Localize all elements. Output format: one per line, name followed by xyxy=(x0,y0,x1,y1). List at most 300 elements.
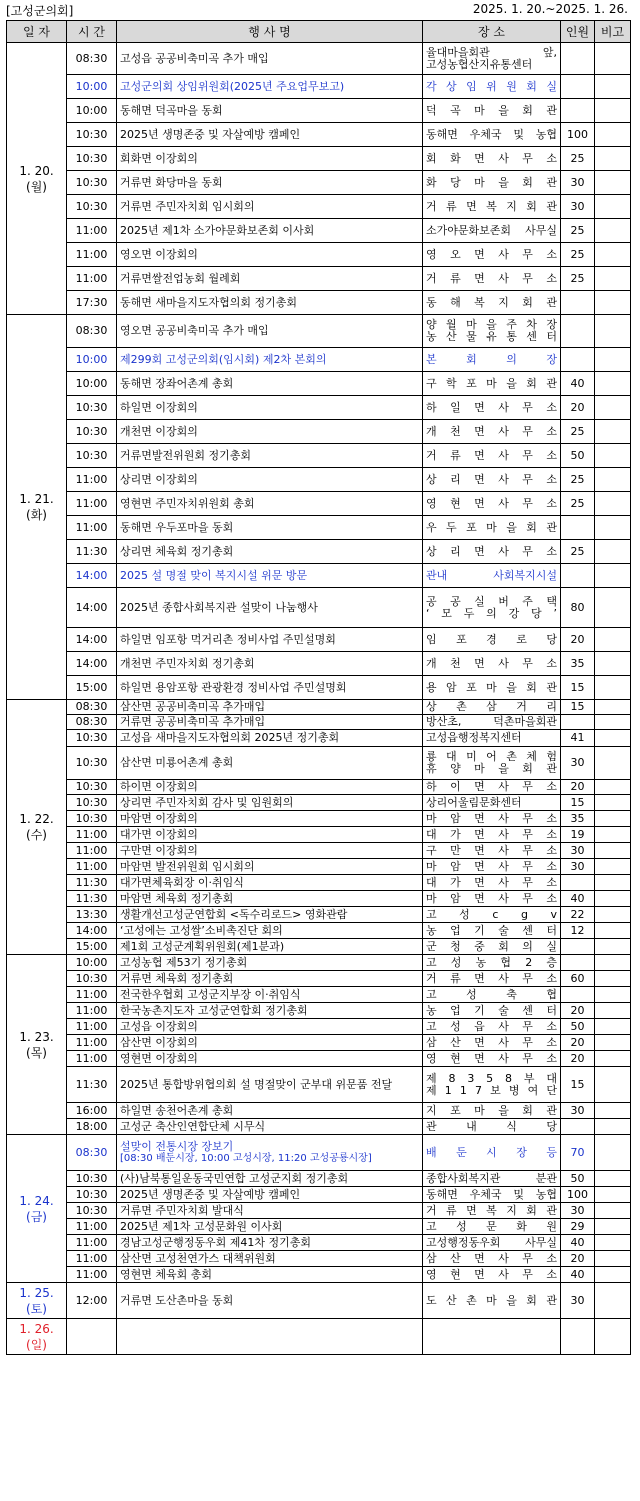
place-cell xyxy=(423,1019,561,1035)
event-cell xyxy=(117,700,423,715)
event-cell xyxy=(117,219,423,243)
time-cell: 12:00 xyxy=(67,1283,117,1319)
table-row xyxy=(7,516,631,540)
table-row xyxy=(7,147,631,171)
weekday-text: (수) xyxy=(26,828,47,842)
note-cell xyxy=(595,843,631,859)
note-cell xyxy=(595,971,631,987)
table-row xyxy=(7,219,631,243)
time-cell: 10:30 xyxy=(67,1187,117,1203)
event-name: 2025년 생명존중 및 자살예방 캠페인 xyxy=(120,1187,301,1201)
place-cell xyxy=(423,827,561,843)
time-cell: 11:00 xyxy=(67,267,117,291)
note-cell xyxy=(595,492,631,516)
place-text: 대 가 면 사 무 소 xyxy=(426,875,557,889)
place-cell xyxy=(423,1251,561,1267)
event-cell xyxy=(117,1203,423,1219)
note-cell xyxy=(595,1067,631,1103)
time-cell: 15:00 xyxy=(67,939,117,955)
time-cell: 11:00 xyxy=(67,843,117,859)
time-cell: 11:00 xyxy=(67,516,117,540)
place-cell xyxy=(423,747,561,780)
time-cell xyxy=(67,1319,117,1355)
place-cell xyxy=(423,1171,561,1187)
count-cell xyxy=(561,564,595,588)
event-name: 거류면 주민자치회 임시회의 xyxy=(120,199,255,213)
table-row xyxy=(7,1267,631,1283)
count-cell: 40 xyxy=(561,891,595,907)
event-cell xyxy=(117,730,423,747)
note-cell xyxy=(595,267,631,291)
table-row xyxy=(7,891,631,907)
place-text: 삼 산 면 사 무 소 xyxy=(426,1251,557,1265)
table-row xyxy=(7,540,631,564)
event-cell xyxy=(117,99,423,123)
place-cell xyxy=(423,875,561,891)
place-text: 임 포 경 로 당 xyxy=(426,632,557,646)
place-cell xyxy=(423,811,561,827)
place-cell xyxy=(423,795,561,811)
event-name: 마암면 이장회의 xyxy=(120,811,198,825)
weekday-text: (일) xyxy=(26,1337,47,1352)
time-cell: 11:00 xyxy=(67,1219,117,1235)
event-name: 동해면 새마을지도자협의회 정기총회 xyxy=(120,295,298,309)
place-text: 소가야문화보존회 사무실 xyxy=(426,223,557,237)
time-cell: 10:00 xyxy=(67,75,117,99)
count-cell: 30 xyxy=(561,859,595,875)
table-row xyxy=(7,1203,631,1219)
event-name: 제299회 고성군의회(임시회) 제2차 본회의 xyxy=(120,352,327,366)
event-cell xyxy=(117,652,423,676)
time-cell: 11:00 xyxy=(67,1267,117,1283)
note-cell xyxy=(595,243,631,267)
time-cell: 10:30 xyxy=(67,420,117,444)
count-cell xyxy=(561,715,595,730)
event-name: 구만면 이장회의 xyxy=(120,843,198,857)
time-cell: 10:30 xyxy=(67,123,117,147)
place-cell xyxy=(423,492,561,516)
time-cell: 10:30 xyxy=(67,1171,117,1187)
place-text: 종합사회복지관 분관 xyxy=(426,1171,557,1185)
note-cell xyxy=(595,99,631,123)
place-text: 관 내 식 당 xyxy=(426,1119,557,1133)
event-cell xyxy=(117,628,423,652)
note-cell xyxy=(595,780,631,795)
time-cell: 10:30 xyxy=(67,730,117,747)
table-row xyxy=(7,75,631,99)
time-cell: 11:00 xyxy=(67,1019,117,1035)
event-cell xyxy=(117,955,423,971)
event-name: 하일면 임포항 먹거리촌 정비사업 주민설명회 xyxy=(120,632,336,646)
count-cell: 20 xyxy=(561,780,595,795)
event-cell xyxy=(117,1219,423,1235)
event-name: 고성군 축산인연합단체 시무식 xyxy=(120,1119,266,1133)
place-cell xyxy=(423,99,561,123)
time-cell: 10:00 xyxy=(67,99,117,123)
count-cell: 22 xyxy=(561,907,595,923)
event-name: 영현면 이장회의 xyxy=(120,1051,198,1065)
place-text: 영 현 면 사 무 소 xyxy=(426,1051,557,1065)
event-name: 영오면 공공비축미곡 추가 매입 xyxy=(120,324,269,337)
count-cell xyxy=(561,987,595,1003)
event-cell xyxy=(117,1003,423,1019)
time-cell: 14:00 xyxy=(67,628,117,652)
place-text: 고 성 문 화 원 xyxy=(426,1219,557,1233)
place-text: 마 암 면 사 무 소 xyxy=(426,891,557,905)
table-row xyxy=(7,315,631,348)
table-row xyxy=(7,907,631,923)
count-cell: 40 xyxy=(561,372,595,396)
date-cell xyxy=(7,1283,67,1319)
event-name: 고성군의회 상임위원회(2025년 주요업무보고) xyxy=(120,79,345,93)
weekday-text: (목) xyxy=(26,1045,47,1060)
count-cell xyxy=(561,99,595,123)
time-cell: 08:30 xyxy=(67,315,117,348)
weekday-text: (월) xyxy=(26,179,47,194)
place-cell xyxy=(423,219,561,243)
note-cell xyxy=(595,1203,631,1219)
place-cell xyxy=(423,291,561,315)
event-name: 거류면 도산촌마을 동회 xyxy=(120,1293,234,1307)
place-cell xyxy=(423,564,561,588)
place-cell xyxy=(423,348,561,372)
event-cell xyxy=(117,1283,423,1319)
place-text: 하 이 면 사 무 소 xyxy=(426,780,557,793)
table-row xyxy=(7,676,631,700)
table-row xyxy=(7,444,631,468)
note-cell xyxy=(595,348,631,372)
place-cell xyxy=(423,540,561,564)
count-cell: 25 xyxy=(561,420,595,444)
event-cell xyxy=(117,43,423,75)
count-cell xyxy=(561,939,595,955)
time-cell: 11:00 xyxy=(67,468,117,492)
time-cell: 10:30 xyxy=(67,396,117,420)
place-text: 농 업 기 술 센 터 xyxy=(426,923,557,937)
place-text: 휴 양 마 을 회 관 xyxy=(426,762,557,775)
time-cell: 11:00 xyxy=(67,1235,117,1251)
date-cell xyxy=(7,1135,67,1283)
note-cell xyxy=(595,171,631,195)
place-cell xyxy=(423,971,561,987)
time-cell: 08:30 xyxy=(67,715,117,730)
count-cell: 25 xyxy=(561,147,595,171)
count-cell: 20 xyxy=(561,1003,595,1019)
place-text: 구 만 면 사 무 소 xyxy=(426,843,557,857)
event-cell xyxy=(117,1171,423,1187)
table-row xyxy=(7,811,631,827)
place-cell xyxy=(423,730,561,747)
table-row xyxy=(7,923,631,939)
note-cell xyxy=(595,516,631,540)
note-cell xyxy=(595,676,631,700)
place-text: 배 둔 시 장 등 xyxy=(426,1145,557,1159)
table-row xyxy=(7,955,631,971)
count-cell: 25 xyxy=(561,540,595,564)
place-cell xyxy=(423,1003,561,1019)
table-row xyxy=(7,1067,631,1103)
place-text: 영 현 면 사 무 소 xyxy=(426,1267,557,1281)
time-cell: 11:30 xyxy=(67,540,117,564)
date-cell xyxy=(7,315,67,700)
event-cell xyxy=(117,468,423,492)
place-text: 마 암 면 사 무 소 xyxy=(426,859,557,873)
time-cell: 11:00 xyxy=(67,492,117,516)
place-text: 고성읍행정복지센터 xyxy=(426,731,522,744)
count-cell: 15 xyxy=(561,795,595,811)
place-cell xyxy=(423,1103,561,1119)
event-name: 전국한우협회 고성군지부장 이·취임식 xyxy=(120,987,301,1001)
place-cell xyxy=(423,628,561,652)
note-cell xyxy=(595,291,631,315)
weekday-text: (토) xyxy=(26,1301,47,1316)
place-text: 고 성 축 협 xyxy=(426,987,557,1001)
table-row xyxy=(7,1051,631,1067)
time-cell: 11:00 xyxy=(67,1003,117,1019)
table-row xyxy=(7,195,631,219)
place-cell xyxy=(423,955,561,971)
table-row xyxy=(7,747,631,780)
note-cell xyxy=(595,1103,631,1119)
note-cell xyxy=(595,315,631,348)
place-cell xyxy=(423,396,561,420)
event-name: 상리면 체육회 정기총회 xyxy=(120,544,234,558)
event-cell xyxy=(117,971,423,987)
table-row xyxy=(7,1103,631,1119)
note-cell xyxy=(595,987,631,1003)
place-text: 동해면 우체국 및 농협 xyxy=(426,127,557,141)
table-row xyxy=(7,291,631,315)
header-row xyxy=(7,21,631,43)
place-cell xyxy=(423,1067,561,1103)
table-row xyxy=(7,1035,631,1051)
event-cell xyxy=(117,396,423,420)
time-cell: 08:30 xyxy=(67,43,117,75)
event-name: 동해면 우두포마을 동회 xyxy=(120,520,234,534)
table-row xyxy=(7,971,631,987)
count-cell: 15 xyxy=(561,1067,595,1103)
table-row xyxy=(7,1171,631,1187)
event-cell xyxy=(117,715,423,730)
count-cell xyxy=(561,43,595,75)
note-cell xyxy=(595,730,631,747)
event-cell xyxy=(117,843,423,859)
doc-header xyxy=(0,0,640,20)
place-cell xyxy=(423,468,561,492)
place-cell xyxy=(423,588,561,628)
count-cell: 30 xyxy=(561,1283,595,1319)
place-cell xyxy=(423,1119,561,1135)
col-place: 장 소 xyxy=(423,21,561,43)
note-cell xyxy=(595,147,631,171)
table-row xyxy=(7,1135,631,1171)
place-cell xyxy=(423,123,561,147)
count-cell: 40 xyxy=(561,1267,595,1283)
note-cell xyxy=(595,1003,631,1019)
table-row xyxy=(7,652,631,676)
count-cell: 20 xyxy=(561,1035,595,1051)
place-cell xyxy=(423,843,561,859)
place-cell xyxy=(423,75,561,99)
place-text: 도 산 촌 마 을 회 관 xyxy=(426,1293,557,1307)
place-cell xyxy=(423,652,561,676)
place-cell xyxy=(423,267,561,291)
time-cell: 13:30 xyxy=(67,907,117,923)
place-cell xyxy=(423,243,561,267)
place-text: 양 월 마 을 주 차 장 xyxy=(426,318,557,331)
time-cell: 10:30 xyxy=(67,444,117,468)
time-cell: 17:30 xyxy=(67,291,117,315)
date-text: 1. 25. xyxy=(19,1285,54,1300)
note-cell xyxy=(595,396,631,420)
count-cell: 100 xyxy=(561,1187,595,1203)
event-detail: [08:30 배둔시장, 10:00 고성시장, 11:20 고성공룡시장] xyxy=(120,1152,372,1164)
place-text: 군 청 중 회 의 실 xyxy=(426,939,557,953)
place-cell xyxy=(423,315,561,348)
note-cell xyxy=(595,1019,631,1035)
note-cell xyxy=(595,372,631,396)
event-name: 2025년 생명존중 및 자살예방 캠페인 xyxy=(120,127,301,141)
weekday-text: (금) xyxy=(26,1209,47,1224)
time-cell: 14:00 xyxy=(67,588,117,628)
time-cell: 14:00 xyxy=(67,923,117,939)
event-name: 거류면 공공비축미곡 추가매입 xyxy=(120,715,266,728)
note-cell xyxy=(595,747,631,780)
place-text: 고성행정동우회 사무실 xyxy=(426,1235,557,1249)
place-text: 거 류 면 복 지 회 관 xyxy=(426,1203,557,1217)
count-cell: 25 xyxy=(561,492,595,516)
table-row xyxy=(7,1019,631,1035)
place-text: 농 산 물 유 통 센 터 xyxy=(426,330,557,343)
event-name: 거류면발전위원회 정기총회 xyxy=(120,448,252,462)
event-name: 고성농협 제53기 정기총회 xyxy=(120,955,248,969)
count-cell xyxy=(561,875,595,891)
place-cell xyxy=(423,171,561,195)
count-cell: 70 xyxy=(561,1135,595,1171)
time-cell: 11:30 xyxy=(67,891,117,907)
time-cell: 14:00 xyxy=(67,564,117,588)
table-row xyxy=(7,99,631,123)
event-name: ‘고성에는 고성쌀’소비촉진단 회의 xyxy=(120,923,283,937)
col-date: 일 자 xyxy=(7,21,67,43)
place-text: 영 오 면 사 무 소 xyxy=(426,247,557,261)
event-name: 하일면 용암포항 관광환경 정비사업 주민설명회 xyxy=(120,680,347,694)
note-cell xyxy=(595,715,631,730)
col-time: 시 간 xyxy=(67,21,117,43)
count-cell xyxy=(561,315,595,348)
table-row xyxy=(7,43,631,75)
note-cell xyxy=(595,588,631,628)
event-cell xyxy=(117,875,423,891)
place-text: 제 8 3 5 8 부 대 xyxy=(426,1071,557,1085)
event-cell xyxy=(117,195,423,219)
table-row xyxy=(7,492,631,516)
note-cell xyxy=(595,1219,631,1235)
event-name: 상리면 이장회의 xyxy=(120,472,198,486)
event-name: 하일면 송천어촌계 총회 xyxy=(120,1103,234,1117)
event-name: (사)남북통일운동국민연합 고성군지회 정기총회 xyxy=(120,1171,349,1185)
count-cell xyxy=(561,1319,595,1355)
time-cell: 10:30 xyxy=(67,147,117,171)
place-text: 구 학 포 마 을 회 관 xyxy=(426,376,557,390)
event-cell xyxy=(117,747,423,780)
note-cell xyxy=(595,540,631,564)
place-text: 거 류 면 사 무 소 xyxy=(426,271,557,285)
table-row xyxy=(7,564,631,588)
place-text: 덕 곡 마 을 회 관 xyxy=(426,103,557,117)
event-name: 하이면 이장회의 xyxy=(120,780,198,793)
place-text: 율대마을회관 앞, xyxy=(426,45,557,59)
table-row xyxy=(7,780,631,795)
place-text: 회 화 면 사 무 소 xyxy=(426,151,557,165)
count-cell: 25 xyxy=(561,219,595,243)
place-cell xyxy=(423,1135,561,1171)
place-text: 고 성 읍 사 무 소 xyxy=(426,1019,557,1033)
event-cell xyxy=(117,444,423,468)
place-text: 개 천 면 사 무 소 xyxy=(426,656,557,670)
time-cell: 10:00 xyxy=(67,372,117,396)
place-text: 상리어울림문화센터 xyxy=(426,795,522,809)
event-name: 2025년 통합방위협의회 설 명절맞이 군부대 위문품 전달 xyxy=(120,1077,393,1091)
place-cell xyxy=(423,987,561,1003)
event-cell xyxy=(117,827,423,843)
place-cell xyxy=(423,780,561,795)
count-cell: 15 xyxy=(561,700,595,715)
event-cell xyxy=(117,811,423,827)
event-name: 삼산면 고성천연가스 대책위원회 xyxy=(120,1251,276,1265)
place-text: 상 리 면 사 무 소 xyxy=(426,544,557,558)
table-row xyxy=(7,267,631,291)
event-cell xyxy=(117,1035,423,1051)
place-cell xyxy=(423,1283,561,1319)
place-text: 용 암 포 마 을 회 관 xyxy=(426,680,557,694)
event-name: 영현면 체육회 총회 xyxy=(120,1267,213,1281)
time-cell: 11:30 xyxy=(67,1067,117,1103)
place-cell xyxy=(423,1035,561,1051)
table-row xyxy=(7,628,631,652)
event-name: 제1회 고성군계획위원회(제1분과) xyxy=(120,939,285,953)
event-name: 거류면 화당마을 동회 xyxy=(120,175,223,189)
place-cell xyxy=(423,700,561,715)
table-row xyxy=(7,1251,631,1267)
place-text: 동해면 우체국 및 농협 xyxy=(426,1187,557,1201)
count-cell: 50 xyxy=(561,1019,595,1035)
place-text: 각 상 임 위 원 회 실 xyxy=(426,79,557,93)
table-row xyxy=(7,827,631,843)
table-row xyxy=(7,396,631,420)
event-name: 개천면 이장회의 xyxy=(120,424,198,438)
place-cell xyxy=(423,715,561,730)
table-row xyxy=(7,1283,631,1319)
event-name: 대가면 이장회의 xyxy=(120,827,198,841)
note-cell xyxy=(595,1283,631,1319)
note-cell xyxy=(595,123,631,147)
event-cell xyxy=(117,516,423,540)
count-cell: 12 xyxy=(561,923,595,939)
event-cell xyxy=(117,987,423,1003)
note-cell xyxy=(595,1119,631,1135)
col-count: 인원 xyxy=(561,21,595,43)
event-name: 개천면 주민자치회 정기총회 xyxy=(120,656,255,670)
count-cell: 25 xyxy=(561,468,595,492)
time-cell: 10:30 xyxy=(67,811,117,827)
event-name: 생활개선고성군연합회 <독수리로드> 영화관람 xyxy=(120,907,348,921)
event-cell xyxy=(117,1251,423,1267)
place-text: 고성농협산지유통센터 xyxy=(426,57,533,71)
place-text: 삼 산 면 사 무 소 xyxy=(426,1035,557,1049)
date-cell xyxy=(7,1319,67,1355)
place-text: 개 천 면 사 무 소 xyxy=(426,424,557,438)
